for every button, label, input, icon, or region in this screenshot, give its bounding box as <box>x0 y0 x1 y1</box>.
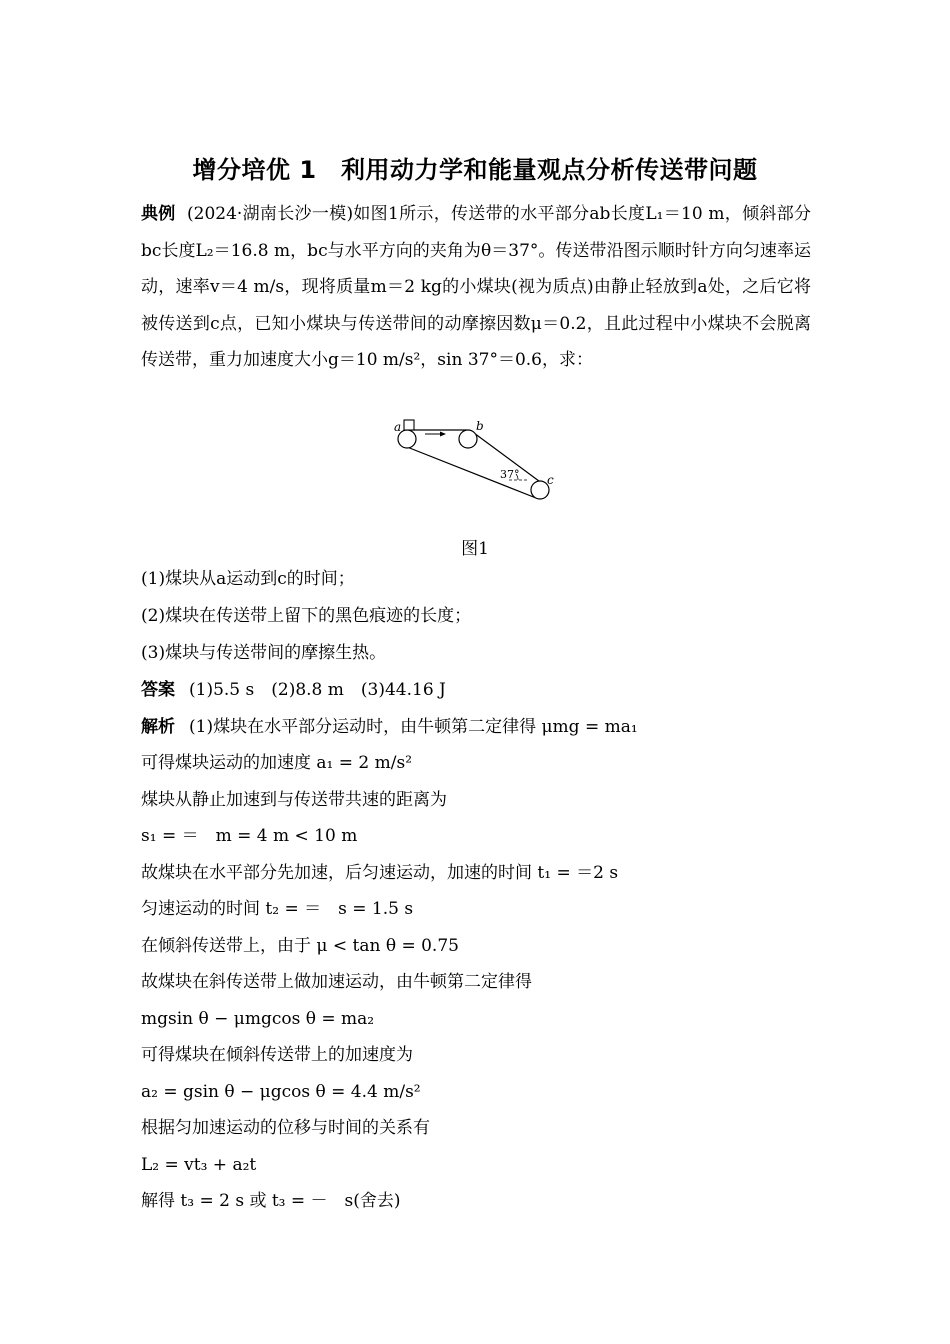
example-label: 典例 <box>141 204 176 224</box>
solution-line-5: 故煤块在水平部分先加速，后匀速运动，加速的时间 t₁ = ＝2 s <box>141 863 619 883</box>
answer-text: (1)5.5 s (2)8.8 m (3)44.16 J <box>189 680 446 700</box>
solution-line-13: L₂ = vt₃ + a₂t <box>141 1155 257 1175</box>
solution-line-12: 根据匀加速运动的位移与时间的关系有 <box>141 1118 430 1138</box>
conveyor-belt-figure <box>390 414 560 509</box>
question-3: (3)煤块与传送带间的摩擦生热。 <box>141 643 387 663</box>
question-1: (1)煤块从a运动到c的时间； <box>141 569 355 589</box>
solution-line-7: 在倾斜传送带上，由于 μ < tan θ = 0.75 <box>141 936 459 956</box>
page-title: 增分培优 1 利用动力学和能量观点分析传送带问题 <box>192 156 758 184</box>
coal-block <box>404 420 414 430</box>
figure-caption: 图1 <box>461 539 489 559</box>
answer-line <box>141 678 446 702</box>
pulley-b <box>459 430 477 448</box>
solution-line-1: 解析 (1)煤块在水平部分运动时，由牛顿第二定律得 μmg = ma₁ <box>141 717 638 737</box>
solution-line-8: 故煤块在斜传送带上做加速运动，由牛顿第二定律得 <box>141 972 532 992</box>
example-paragraph <box>141 196 811 379</box>
solution-label: 解析 <box>141 717 175 737</box>
question-2: (2)煤块在传送带上留下的黑色痕迹的长度； <box>141 606 472 626</box>
solution-line-6: 匀速运动的时间 t₂ = ＝ s = 1.5 s <box>141 899 414 919</box>
label-b: b <box>476 419 484 433</box>
solution-line-9: mgsin θ − μmgcos θ = ma₂ <box>141 1009 375 1029</box>
example-text: 如图1所示，传送带的水平部分ab长度L₁＝10 m，倾斜部分bc长度L₂＝16.8 m，bc与水平方向的夹角为θ＝37°。传送带沿图示顺时针方向匀速率运动，速率v＝4 m/s，现将质量m＝2 kg的小煤块(视为质点)由静止轻放到a处，之后它将被传送到c点，已知小煤块与传送带间的动摩擦因数μ＝0.2，且此过程中小煤块不会脱离传送带，重力加速度大小g＝10 m/s²，sin 37°＝0.6，求： <box>141 204 812 370</box>
label-angle: 37° <box>500 468 520 481</box>
solution-line-10: 可得煤块在倾斜传送带上的加速度为 <box>141 1045 413 1065</box>
label-c: c <box>547 473 554 487</box>
answer-label: 答案 <box>141 680 175 700</box>
solution-line-14: 解得 t₃ = 2 s 或 t₃ = － s(舍去) <box>141 1191 401 1211</box>
label-a: a <box>394 420 402 434</box>
solution-line-3: 煤块从静止加速到与传送带共速的距离为 <box>141 790 447 810</box>
solution-line-4: s₁ = ＝ m = 4 m < 10 m <box>141 826 358 846</box>
example-source: (2024·湖南长沙一模) <box>187 204 354 224</box>
solution-line-2: 可得煤块运动的加速度 a₁ = 2 m/s² <box>141 753 413 773</box>
arrow-head <box>440 432 446 437</box>
solution-line-11: a₂ = gsin θ − μgcos θ = 4.4 m/s² <box>141 1082 421 1102</box>
